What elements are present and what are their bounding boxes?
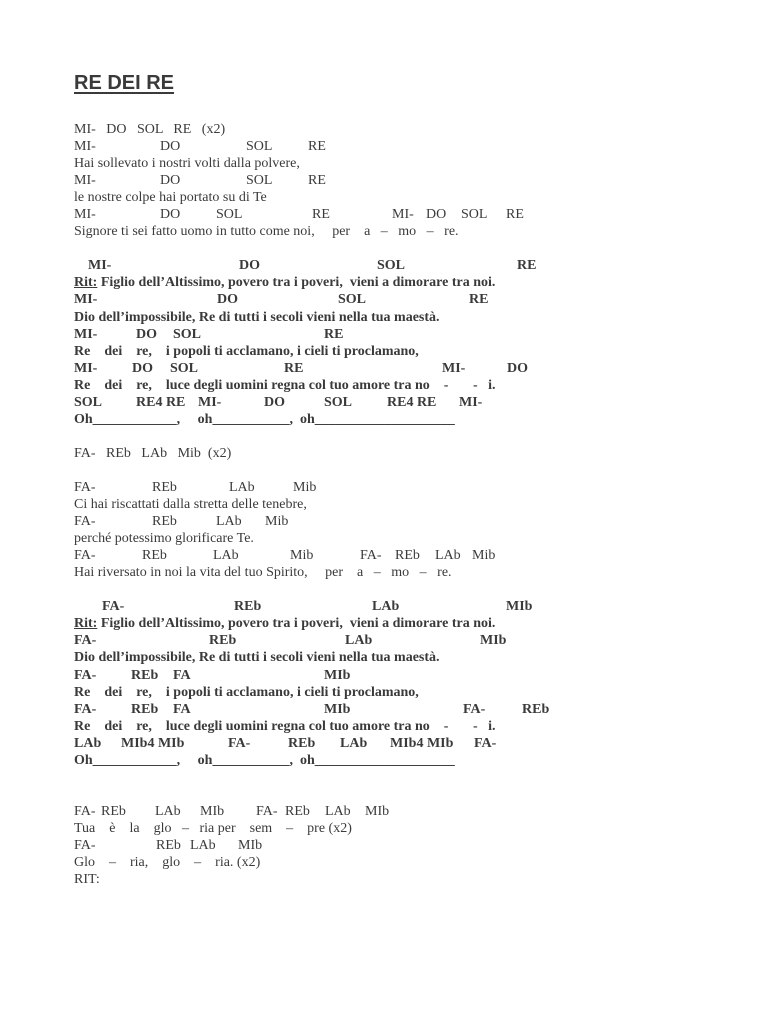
chord: MIb xyxy=(480,633,507,649)
lyric-words: Re dei re, luce degli uomini regna col tuo amore tra no - - i. xyxy=(74,377,496,393)
chord: SOL xyxy=(324,394,353,410)
chord: RE4 RE xyxy=(136,394,186,410)
lyric-words: Dio dell’impossibile, Re di tutti i secoli vieni nella tua maestà. xyxy=(74,309,440,325)
chord: RE xyxy=(324,326,344,342)
chord-line xyxy=(74,479,734,496)
chord: RE xyxy=(469,292,489,308)
song-body xyxy=(74,121,734,888)
lyric-words: Ci hai riscattati dalla stretta delle tenebre, xyxy=(74,497,307,513)
chord: RE xyxy=(308,139,326,155)
chord-line xyxy=(74,598,734,615)
chord: DO xyxy=(426,207,447,223)
chord-line xyxy=(74,394,734,411)
chord: DO xyxy=(160,173,181,189)
chord: SOL xyxy=(338,292,367,308)
lyric-text xyxy=(74,854,260,871)
lyric-text xyxy=(74,615,495,632)
chord: LAb xyxy=(435,548,461,564)
chord-line xyxy=(74,513,734,530)
chord: FA- xyxy=(74,479,96,495)
lyric-text xyxy=(74,564,452,581)
lyric-text xyxy=(74,530,254,547)
lyric-text xyxy=(74,496,307,513)
lyric-words: Re dei re, luce degli uomini regna col tuo amore tra no - - i. xyxy=(74,718,496,734)
lyric-words: Dio dell’impossibile, Re di tutti i secoli vieni nella tua maestà. xyxy=(74,650,440,666)
chord: RE xyxy=(284,360,304,376)
chord: REb xyxy=(285,803,310,819)
chord: MI- DO SOL RE (x2) xyxy=(74,122,226,137)
lyric-words: RIT: xyxy=(74,872,100,888)
chord: FA- xyxy=(463,701,486,717)
chord: DO xyxy=(507,360,528,376)
chord: FA- xyxy=(360,548,382,564)
lyric-line xyxy=(74,684,734,701)
chord-line xyxy=(74,172,734,189)
lyric-text xyxy=(74,189,267,206)
chord: RE4 RE xyxy=(387,394,437,410)
lyric-text xyxy=(74,309,440,326)
chord-line xyxy=(74,547,734,564)
chord: DO xyxy=(217,292,238,308)
lyric-line xyxy=(74,309,734,326)
chord: SOL xyxy=(74,394,103,410)
chorus-label: Rit: xyxy=(74,616,98,632)
chord: MI- xyxy=(74,326,98,342)
chord-line xyxy=(74,291,734,308)
chord: MIb xyxy=(200,803,225,819)
chord: REb xyxy=(395,548,420,564)
chord-line xyxy=(74,445,734,462)
chord: REb xyxy=(156,837,181,853)
lyric-line xyxy=(74,820,734,837)
chord: Mib xyxy=(293,479,317,495)
lyric-words: Oh____________, oh___________, oh____________________ xyxy=(74,752,455,768)
chord: MIb xyxy=(506,599,533,615)
chord: MI- xyxy=(74,139,96,155)
chord: REb xyxy=(234,599,262,615)
chord: FA- xyxy=(74,667,97,683)
chord-line xyxy=(74,667,734,684)
chord: SOL xyxy=(461,207,488,223)
chord: REb xyxy=(101,803,126,819)
chord: SOL xyxy=(377,258,406,274)
chord-line xyxy=(74,837,734,854)
lyric-line xyxy=(74,343,734,360)
lyric-words: perché potessimo glorificare Te. xyxy=(74,531,254,547)
lyric-words: Figlio dell’Altissimo, povero tra i poveri, vieni a dimorare tra noi. xyxy=(97,616,496,632)
chord: FA- REb LAb Mib (x2) xyxy=(74,445,232,461)
blank-line xyxy=(74,581,734,598)
chord: MIb4 MIb xyxy=(390,735,454,751)
chord: MI- xyxy=(198,394,222,410)
chord: MI- xyxy=(74,292,98,308)
chord: MI- xyxy=(74,173,96,189)
chord: FA- xyxy=(256,803,278,819)
blank-line xyxy=(74,786,734,803)
chord: FA- xyxy=(74,633,97,649)
chord-line xyxy=(74,632,734,649)
chord: REb xyxy=(131,667,159,683)
chord: MI- xyxy=(74,360,98,376)
chord-line xyxy=(74,138,734,155)
chord-line xyxy=(74,326,734,343)
lyric-words: Re dei re, i popoli ti acclamano, i cieli ti proclamano, xyxy=(74,343,419,359)
chord: MIb xyxy=(365,803,390,819)
chord: Mib xyxy=(472,548,496,564)
chord: DO xyxy=(264,394,285,410)
chord: Mib xyxy=(290,548,314,564)
chord: MI- xyxy=(392,207,414,223)
lyric-text xyxy=(74,155,300,172)
chord: FA- xyxy=(74,548,96,564)
lyric-words: Figlio dell’Altissimo, povero tra i poveri, vieni a dimorare tra noi. xyxy=(97,275,496,291)
chord: LAb xyxy=(74,735,102,751)
chord: MIb xyxy=(324,667,351,683)
chord: LAb xyxy=(345,633,373,649)
lyric-words: Hai sollevato i nostri volti dalla polvere, xyxy=(74,156,300,172)
blank-line xyxy=(74,428,734,445)
lyric-text xyxy=(74,649,440,666)
lyric-words: le nostre colpe hai portato su di Te xyxy=(74,190,267,206)
chord: LAb xyxy=(190,837,216,853)
chord: LAb xyxy=(213,548,239,564)
lyric-line xyxy=(74,854,734,871)
chord-line xyxy=(74,257,734,274)
lyric-text xyxy=(74,820,352,837)
chorus-label: Rit: xyxy=(74,275,98,291)
chord: FA- xyxy=(474,735,497,751)
chord-line xyxy=(74,206,734,223)
lyric-line xyxy=(74,377,734,394)
lyric-line xyxy=(74,564,734,581)
chord: RE xyxy=(506,207,524,223)
chord: MI- xyxy=(74,207,96,223)
chord: MI- xyxy=(459,394,483,410)
chorus-lyric-line xyxy=(74,615,734,632)
chord: SOL xyxy=(170,360,199,376)
chord: DO xyxy=(239,258,260,274)
chord: LAb xyxy=(372,599,400,615)
lyric-text xyxy=(74,752,455,769)
chord: REb xyxy=(522,701,550,717)
chord: FA- xyxy=(74,803,96,819)
chord: SOL xyxy=(173,326,202,342)
chord: SOL xyxy=(246,173,273,189)
chord: FA- xyxy=(102,599,125,615)
lyric-words: Tua è la glo – ria per sem – pre (x2) xyxy=(74,820,352,836)
chord-line xyxy=(74,803,734,820)
chord-line xyxy=(74,735,734,752)
chord: FA xyxy=(173,701,191,717)
lyric-text xyxy=(74,223,459,240)
lyric-line xyxy=(74,155,734,172)
chord: LAb xyxy=(325,803,351,819)
chord: REb xyxy=(142,548,167,564)
blank-line xyxy=(74,462,734,479)
chord: REb xyxy=(288,735,316,751)
chord-line xyxy=(74,121,734,138)
chord: RE xyxy=(517,258,537,274)
chord: FA- xyxy=(74,514,96,530)
lyric-text xyxy=(74,274,495,291)
lyric-words: Glo – ria, glo – ria. (x2) xyxy=(74,855,261,871)
chord: DO xyxy=(160,139,181,155)
chord: LAb xyxy=(155,803,181,819)
chord: REb xyxy=(152,514,177,530)
lyric-line xyxy=(74,223,734,240)
chord: LAb xyxy=(340,735,368,751)
chord: FA- xyxy=(228,735,251,751)
lyric-line xyxy=(74,752,734,769)
chord: MIb4 MIb xyxy=(121,735,185,751)
lyric-text xyxy=(74,718,496,735)
blank-line xyxy=(74,240,734,257)
chorus-lyric-line xyxy=(74,274,734,291)
lyric-words: Oh____________, oh___________, oh____________________ xyxy=(74,411,455,427)
lyric-text xyxy=(74,871,100,888)
chord: REb xyxy=(131,701,159,717)
lyric-text xyxy=(74,411,455,428)
lyric-line xyxy=(74,189,734,206)
chord: SOL xyxy=(246,139,273,155)
lyric-line xyxy=(74,718,734,735)
chord: Mib xyxy=(265,514,289,530)
lyric-line xyxy=(74,530,734,547)
lyric-words: Re dei re, i popoli ti acclamano, i cieli ti proclamano, xyxy=(74,684,419,700)
chord: FA xyxy=(173,667,191,683)
lyric-words: Hai riversato in noi la vita del tuo Spirito, per a – mo – re. xyxy=(74,565,452,581)
chord: REb xyxy=(152,479,177,495)
lyric-words: Signore ti sei fatto uomo in tutto come noi, per a – mo – re. xyxy=(74,224,459,240)
lyric-line xyxy=(74,871,734,888)
chord: SOL xyxy=(216,207,243,223)
chord: LAb xyxy=(216,514,242,530)
chord: DO xyxy=(132,360,153,376)
blank-line xyxy=(74,769,734,786)
chord-line xyxy=(74,360,734,377)
chord: LAb xyxy=(229,479,255,495)
lyric-text xyxy=(74,377,496,394)
chord: MI- xyxy=(442,360,466,376)
chord: RE xyxy=(308,173,326,189)
song-sheet xyxy=(74,70,734,888)
chord: RE xyxy=(312,207,330,223)
lyric-line xyxy=(74,411,734,428)
chord: DO xyxy=(160,207,181,223)
chord: MIb xyxy=(324,701,351,717)
lyric-line xyxy=(74,496,734,513)
chord-line xyxy=(74,701,734,718)
chord: MI- xyxy=(88,258,112,274)
chord: FA- xyxy=(74,837,96,853)
lyric-text xyxy=(74,684,419,701)
lyric-line xyxy=(74,649,734,666)
song-title: RE DEI RE xyxy=(74,72,175,94)
chord: MIb xyxy=(238,837,263,853)
chord: FA- xyxy=(74,701,97,717)
lyric-text xyxy=(74,343,419,360)
chord: DO xyxy=(136,326,157,342)
chord: REb xyxy=(209,633,237,649)
